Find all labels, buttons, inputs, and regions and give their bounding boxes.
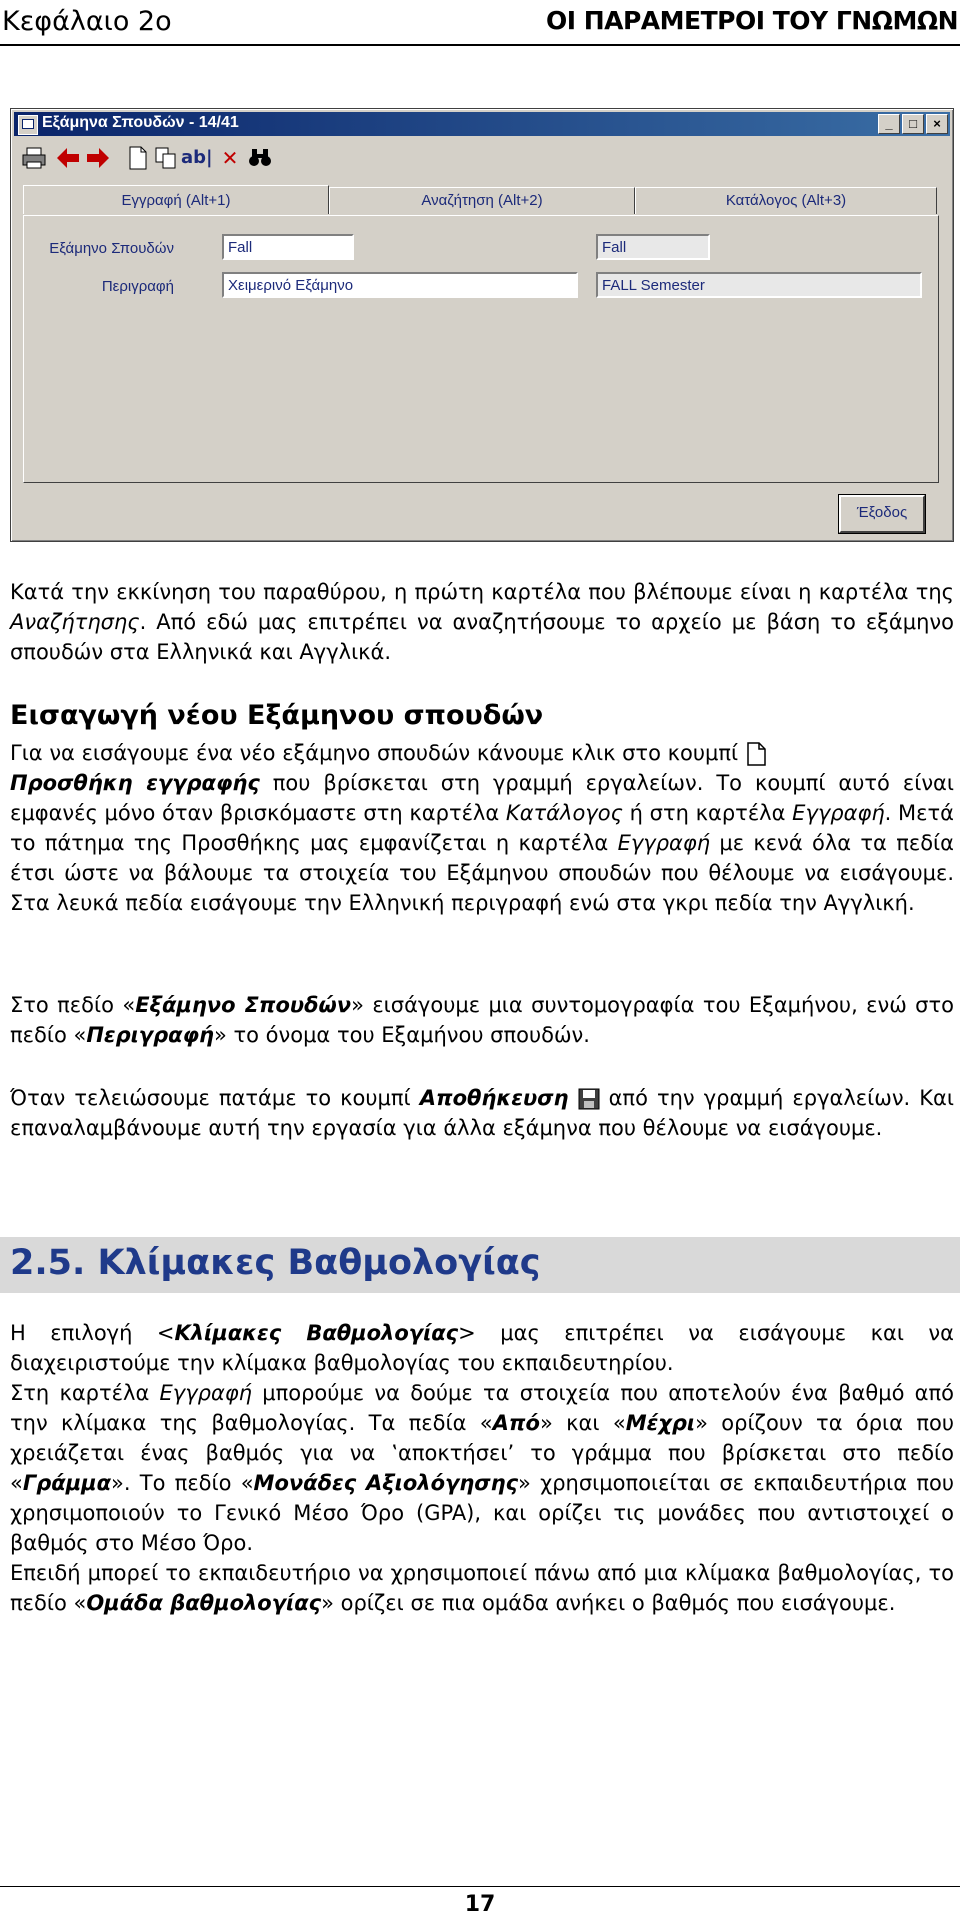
save-icon: [578, 1087, 600, 1111]
new-record-icon[interactable]: [125, 145, 151, 171]
record-panel: [23, 215, 939, 483]
section-heading: 2.5. Κλίμακες Βαθμολογίας: [10, 1243, 541, 1283]
exit-button[interactable]: Έξοδος: [839, 495, 925, 533]
window-titlebar[interactable]: [14, 112, 950, 136]
description-label: Περιγραφή: [101, 278, 174, 295]
window-title: Εξάμηνα Σπουδών - 14/41: [42, 114, 239, 131]
grading-group-paragraph: Επειδή μπορεί το εκπαιδευτήριο να χρησιμοποιεί πάνω από μια κλίμακα βαθμολογίας, το πεδίο «Ομάδα βαθμολογίας» ορίζει σε πια ομάδα ανήκει ο βαθμός που εισάγουμε.: [10, 1561, 954, 1615]
semester-label: Εξάμηνο Σπουδών: [49, 240, 174, 257]
tab-search[interactable]: Αναζήτηση (Alt+2): [329, 187, 635, 214]
page-footer-rule: [0, 1886, 960, 1887]
binoculars-icon[interactable]: [247, 145, 273, 171]
window-app-icon: [18, 115, 38, 135]
maximize-button[interactable]: □: [902, 114, 924, 134]
close-button[interactable]: ×: [926, 114, 948, 134]
edit-field-icon[interactable]: ab|: [181, 147, 213, 168]
copy-icon[interactable]: [153, 145, 179, 171]
grading-fields-paragraph: Στη καρτέλα Εγγραφή μπορούμε να δούμε τα στοιχεία που αποτελούν ένα βαθμό από την κλίμακα της βαθμολογίας. Τα πεδία «Από» και «Μέχρι» ορίζουν τα όρια που χρειάζεται ένας βαθμός για να ‛αποκτήσει’ το γράμμα που βρίσκεται στο πεδίο «Γράμμα». Το πεδίο «Μονάδες Αξιολόγησης» χρησιμοποιείται σε εκπαιδευτήρια που χρησιμοποιούν το Γενικό Μέσο Όρο (GPA), και ορίζει τις μονάδες που αντιστοιχεί ο βαθμός στο Μέσο Όρο.: [10, 1381, 955, 1555]
semesters-window: [10, 108, 954, 542]
tab-strip: [23, 187, 937, 215]
arrow-right-icon[interactable]: [85, 145, 111, 171]
grading-intro-paragraph: Η επιλογή <Κλίμακες Βαθμολογίας> μας επιτρέπει να εισάγουμε και να διαχειριστούμε την κλίμακα βαθμολογίας του εκπαιδευτηρίου.: [10, 1321, 954, 1375]
save-paragraph: Όταν τελειώσουμε πατάμε το κουμπί Αποθήκευση από την γραμμή εργαλείων. Και επαναλαμβάνουμε αυτή την εργασία για άλλα εξάμηνα που θέλουμε να εισάγουμε.: [10, 1086, 954, 1140]
description-english-field[interactable]: FALL Semester: [596, 272, 922, 298]
tab-record[interactable]: Εγγραφή (Alt+1): [23, 185, 329, 214]
intro-paragraph: Κατά την εκκίνηση του παραθύρου, η πρώτη καρτέλα που βλέπουμε είναι η καρτέλα της Αναζήτησης. Από εδώ μας επιτρέπει να αναζητήσουμε το αρχείο με βάση το εξάμηνο σπουδών στα Ελληνικά και Αγγλικά.: [10, 580, 954, 664]
new-semester-paragraph: Για να εισάγουμε ένα νέο εξάμηνο σπουδών κάνουμε κλικ στο κουμπί Προσθήκη εγγραφής που βρίσκεται στη γραμμή εργαλείων. Το κουμπί αυτό είναι εμφανές μόνο όταν βρισκόμαστε στη καρτέλα Κατάλογος ή στη καρτέλα Εγγραφή. Μετά το πάτημα της Προσθήκης μας εμφανίζεται η καρτέλα Εγγραφή με κενά όλα τα πεδία έτσι ώστε να βάλουμε τα στοιχεία του Εξάμηνου σπουδών που θέλουμε να εισάγουμε. Στα λευκά πεδία εισάγουμε την Ελληνική περιγραφή ενώ στα γκρι πεδία την Αγγλική.: [10, 741, 954, 915]
page-number: 17: [464, 1892, 496, 1917]
new-record-icon: [745, 742, 767, 766]
new-semester-heading: Εισαγωγή νέου Εξάμηνου σπουδών: [10, 700, 544, 731]
running-title: ΟΙ ΠΑΡΑΜΕΤΡΟΙ ΤΟΥ ΓΝΩΜΩΝ: [545, 6, 958, 35]
tab-catalog[interactable]: Κατάλογος (Alt+3): [635, 187, 937, 214]
fields-paragraph: Στο πεδίο «Εξάμηνο Σπουδών» εισάγουμε μια συντομογραφία του Εξαμήνου, ενώ στο πεδίο «Περιγραφή» το όνομα του Εξαμήνου σπουδών.: [10, 993, 954, 1047]
description-greek-field[interactable]: Χειμερινό Εξάμηνο: [222, 272, 578, 298]
delete-icon[interactable]: ✕: [221, 146, 239, 170]
page-header: [0, 0, 960, 46]
semester-english-field[interactable]: Fall: [596, 234, 710, 260]
section-heading-bar: [0, 1237, 960, 1293]
semester-greek-field[interactable]: Fall: [222, 234, 354, 260]
printer-icon[interactable]: [21, 145, 47, 171]
arrow-left-icon[interactable]: [55, 145, 81, 171]
minimize-button[interactable]: _: [878, 114, 900, 134]
chapter-label: Κεφάλαιο 2ο: [2, 6, 172, 37]
